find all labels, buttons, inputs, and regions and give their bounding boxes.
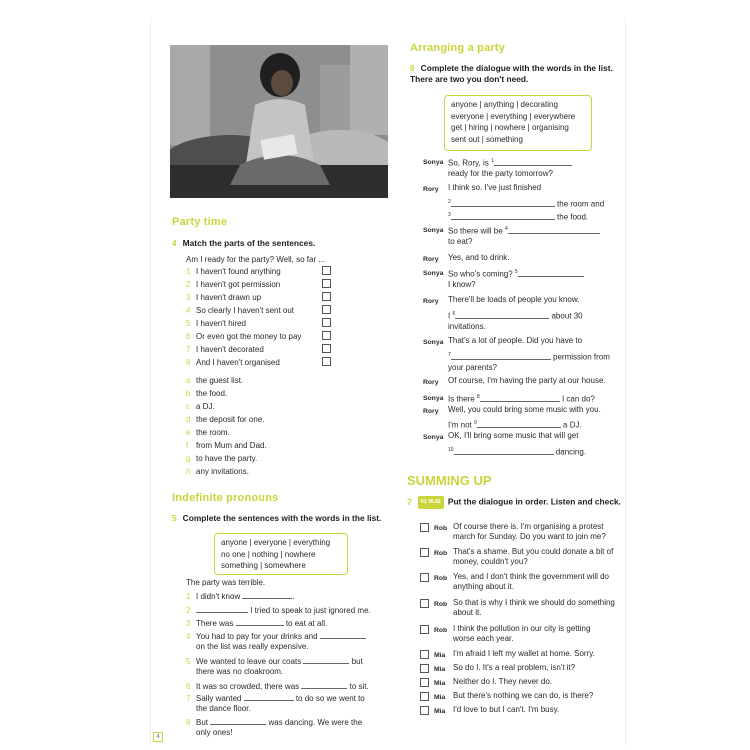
- order-checkbox[interactable]: [420, 625, 429, 634]
- speaker: Rob: [434, 575, 448, 582]
- answer-blank[interactable]: [477, 420, 561, 428]
- list-item: 1 I didn't know .: [186, 592, 295, 601]
- answer-checkbox[interactable]: [322, 318, 331, 327]
- dialogue-line: I'm afraid I left my wallet at home. Sorry.: [453, 649, 595, 658]
- ex7-number: 7: [407, 496, 412, 507]
- ex7-instruction: [407, 496, 622, 509]
- list-item: 7 Sally wanted to do so we went to the dance floor.: [186, 694, 365, 713]
- dialogue-line: Of course there is. I'm organising a protest march for Sunday. Do you want to join me?: [453, 522, 606, 541]
- answer-blank[interactable]: [494, 158, 572, 166]
- speaker: Rob: [434, 601, 448, 608]
- answer-checkbox[interactable]: [322, 331, 331, 340]
- dialogue-line: That's a shame. But you could donate a bit of money, couldn't you?: [453, 547, 614, 566]
- list-item: 8 And I haven't organised: [186, 358, 280, 367]
- list-item: c a DJ.: [186, 402, 215, 411]
- dialogue-line: $^7$ permission from your parents?: [448, 352, 610, 372]
- ex6-words-2: everyone | everything | everywhere: [451, 111, 576, 121]
- photo-girl-writing: [170, 45, 388, 198]
- answer-blank[interactable]: [303, 656, 349, 664]
- order-checkbox[interactable]: [420, 678, 429, 687]
- answer-blank[interactable]: [451, 199, 555, 207]
- section-indefinite-pronouns: Indefinite pronouns: [172, 492, 279, 504]
- list-item: b the food.: [186, 389, 228, 398]
- list-item: 4 You had to pay for your drinks and on the list was really expensive.: [186, 631, 366, 652]
- dialogue-line: So who's coming? $^5$ I know?: [448, 267, 618, 290]
- order-checkbox[interactable]: [420, 599, 429, 608]
- dialogue-line: OK, I'll bring some music that will get: [448, 431, 579, 440]
- list-item: 3 There was to eat at all.: [186, 619, 328, 628]
- list-item: 8 But was dancing. We were the only ones!: [186, 718, 363, 737]
- ex5-instruction: [172, 513, 397, 524]
- answer-checkbox[interactable]: [322, 292, 331, 301]
- section-summing-up: SUMMING UP: [407, 473, 492, 488]
- order-checkbox[interactable]: [420, 523, 429, 532]
- answer-blank[interactable]: [320, 631, 366, 639]
- page-number: 4: [153, 732, 163, 742]
- answer-blank[interactable]: [480, 394, 560, 402]
- dialogue-line: I'd love to but I can't. I'm busy.: [453, 705, 560, 714]
- list-item: f from Mum and Dad.: [186, 441, 267, 450]
- speaker: Rory: [423, 298, 439, 305]
- dialogue-line: $^3$ the food.: [448, 212, 589, 222]
- order-checkbox[interactable]: [420, 548, 429, 557]
- dialogue-line: That's a lot of people. Did you have to: [448, 336, 583, 345]
- speaker: Mia: [434, 652, 446, 659]
- speaker: Mia: [434, 708, 446, 715]
- list-item: 1 I haven't found anything: [186, 267, 281, 276]
- speaker: Mia: [434, 666, 446, 673]
- speaker: Mia: [434, 680, 446, 687]
- dialogue-line: Is there $^8$ I can do?: [448, 394, 595, 404]
- speaker: Sonya: [423, 227, 444, 234]
- list-item: 4 So clearly I haven't sent out: [186, 306, 295, 315]
- order-checkbox[interactable]: [420, 692, 429, 701]
- list-item: d the deposit for one.: [186, 415, 265, 424]
- speaker: Rory: [423, 408, 439, 415]
- ex6-words-4: sent out | something: [451, 134, 523, 144]
- answer-blank[interactable]: [508, 226, 600, 234]
- speaker: Rob: [434, 525, 448, 532]
- answer-blank[interactable]: [451, 212, 555, 220]
- answer-checkbox[interactable]: [322, 305, 331, 314]
- audio-track-badge[interactable]: 01 W.42: [418, 496, 444, 509]
- dialogue-line: Well, you could bring some music with you.: [448, 405, 601, 414]
- list-item: 5 We wanted to leave our coats but there was no cloakroom.: [186, 657, 363, 676]
- answer-blank[interactable]: [210, 717, 266, 725]
- list-item: 6 Or even got the money to pay: [186, 332, 302, 341]
- dialogue-line: Neither do I. They never do.: [453, 677, 553, 686]
- dialogue-line: Of course, I'm having the party at our house.: [448, 376, 606, 385]
- answer-blank[interactable]: [518, 269, 584, 277]
- list-item: g to have the party.: [186, 454, 258, 463]
- photo-illustration: [170, 45, 388, 198]
- ex7-instruction-text: Put the dialogue in order. Listen and check.: [447, 496, 621, 507]
- answer-blank[interactable]: [455, 311, 549, 319]
- section-party-time: Party time: [172, 216, 228, 228]
- dialogue-line: $^{10}$ dancing.: [448, 447, 587, 457]
- list-item: 2 I tried to speak to just ignored me.: [186, 606, 371, 615]
- speaker: Rob: [434, 627, 448, 634]
- answer-blank[interactable]: [244, 693, 294, 701]
- ex4-instruction-text: Match the parts of the sentences.: [182, 238, 316, 248]
- list-item: 5 I haven't hired: [186, 319, 247, 328]
- dialogue-line: So, Rory, is $^1$ ready for the party tomorrow?: [448, 156, 618, 179]
- dialogue-line: So there will be $^4$ to eat?: [448, 224, 618, 247]
- ex6-words-1: anyone | anything | decorating: [451, 100, 558, 109]
- ex6-word-box: [444, 95, 592, 151]
- ex4-instruction: [172, 238, 392, 249]
- list-item: 7 I haven't decorated: [186, 345, 264, 354]
- dialogue-line: I'm not $^9$ a DJ.: [448, 420, 582, 430]
- ex4-intro: Am I ready for the party? Well, so far ...: [186, 255, 326, 264]
- speaker: Rory: [423, 379, 439, 386]
- dialogue-line: I think the pollution in our city is getting worse each year.: [453, 624, 591, 643]
- ex6-words-3: get | hiring | nowhere | organising: [451, 123, 569, 132]
- ex5-words-3: something | somewhere: [221, 561, 306, 570]
- ex5-intro: The party was terrible.: [186, 578, 266, 587]
- list-item: 6 It was so crowded, there was to sit.: [186, 682, 369, 691]
- ex4-number: 4: [172, 238, 177, 248]
- speaker: Sonya: [423, 434, 444, 441]
- speaker: Sonya: [423, 395, 444, 402]
- speaker: Mia: [434, 694, 446, 701]
- dialogue-line: So do I. It's a real problem, isn't it?: [453, 663, 576, 672]
- ex5-words-2: no one | nothing | nowhere: [221, 549, 316, 559]
- speaker: Rory: [423, 186, 439, 193]
- list-item: h any invitations.: [186, 467, 249, 476]
- speaker: Sonya: [423, 339, 444, 346]
- answer-checkbox[interactable]: [322, 279, 331, 288]
- dialogue-line: Yes, and I don't think the government will do anything about it.: [453, 572, 609, 591]
- ex5-instruction-text: Complete the sentences with the words in the list.: [182, 513, 382, 523]
- list-item: 3 I haven't drawn up: [186, 293, 262, 302]
- speaker: Rory: [423, 256, 439, 263]
- order-checkbox[interactable]: [420, 573, 429, 582]
- order-checkbox[interactable]: [420, 664, 429, 673]
- dialogue-line: Yes, and to drink.: [448, 253, 510, 262]
- answer-blank[interactable]: [454, 447, 554, 455]
- ex6-instruction: [410, 63, 620, 85]
- speaker: Sonya: [423, 159, 444, 166]
- list-item: e the room.: [186, 428, 230, 437]
- list-item: a the guest list.: [186, 376, 244, 385]
- ex5-word-box: [214, 533, 348, 575]
- answer-blank[interactable]: [451, 352, 551, 360]
- dialogue-line: There'll be loads of people you know.: [448, 295, 580, 304]
- ex5-words-1: anyone | everyone | everything: [221, 538, 331, 547]
- ex6-number: 6: [410, 63, 415, 73]
- ex6-instruction-text: Complete the dialogue with the words in the list. There are two you don't need.: [410, 63, 613, 84]
- answer-blank[interactable]: [236, 618, 284, 626]
- list-item: 2 I haven't got permission: [186, 280, 281, 289]
- dialogue-line: I $^6$ about 30 invitations.: [448, 311, 583, 331]
- answer-blank[interactable]: [242, 591, 292, 599]
- answer-checkbox[interactable]: [322, 357, 331, 366]
- dialogue-line: I think so. I've just finished: [448, 183, 542, 192]
- speaker: Rob: [434, 550, 448, 557]
- speaker: Sonya: [423, 270, 444, 277]
- answer-checkbox[interactable]: [322, 266, 331, 275]
- ex5-number: 5: [172, 513, 177, 523]
- order-checkbox[interactable]: [420, 706, 429, 715]
- answer-blank[interactable]: [196, 605, 248, 613]
- answer-checkbox[interactable]: [322, 344, 331, 353]
- order-checkbox[interactable]: [420, 650, 429, 659]
- section-arranging-a-party: Arranging a party: [410, 42, 506, 54]
- dialogue-line: $^2$ the room and: [448, 199, 605, 209]
- dialogue-line: But there's nothing we can do, is there?: [453, 691, 594, 700]
- dialogue-line: So that is why I think we should do something about it.: [453, 598, 615, 617]
- answer-blank[interactable]: [301, 681, 347, 689]
